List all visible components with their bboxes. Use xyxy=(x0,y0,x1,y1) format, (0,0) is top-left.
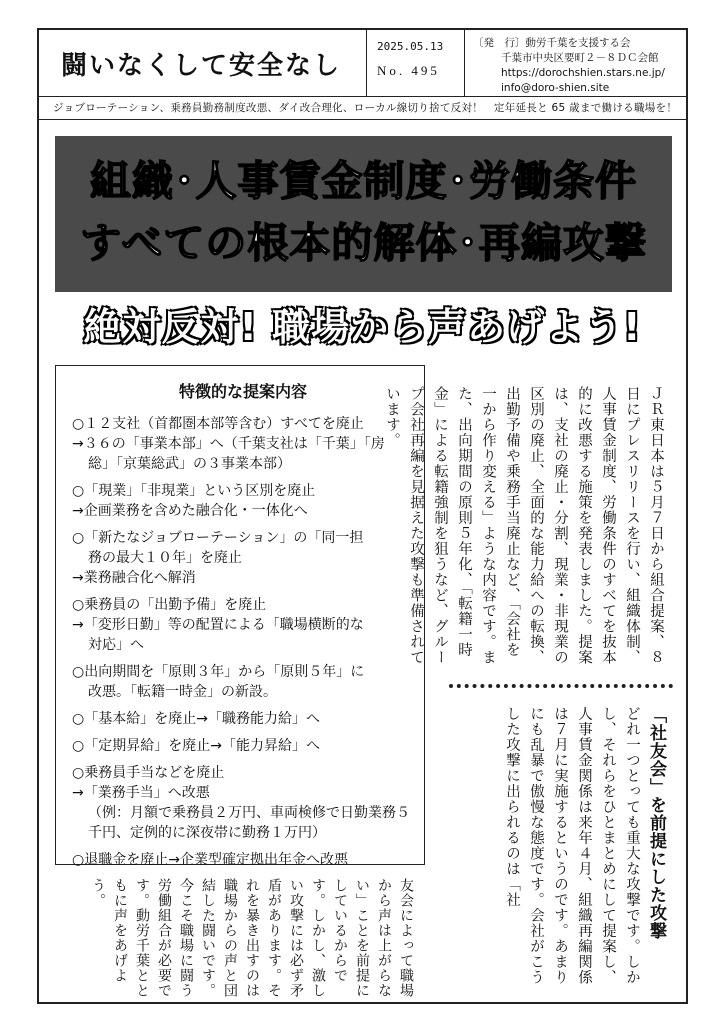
proposal-item xyxy=(72,414,414,474)
proposal-main: ○「定期昇給」を廃止→「能力昇給」へ xyxy=(72,738,320,754)
proposal-sub2: 総」「京葉総武」の３事業本部） xyxy=(88,456,291,472)
headline-line-2: すべての根本的解体･再編攻撃 xyxy=(80,219,647,267)
proposal-item xyxy=(72,662,414,702)
masthead xyxy=(39,30,686,97)
article-lower-left-column: 友会によって職場から声は上がらない」ことを前提にしているからです。しかし、激しい攻撃には必ず矛盾があります。それを暴き出すのは職場からの声と団結した闘いです。今こそ職場に闘う労働組合が必要です。動労千葉とともに声をあげよう。 xyxy=(90,878,414,998)
publisher-email[interactable]: info@doro-shien.site xyxy=(501,82,610,94)
proposal-box xyxy=(55,365,425,868)
headline-line-1: 組織･人事賃金制度･労働条件 xyxy=(90,157,637,205)
proposal-main: ○「現業」「非現業」という区別を廃止 xyxy=(72,483,316,499)
proposal-sub2: （例：月額で乗務員２万円、車両検修で日勤業務５千円、定例的に深夜帯に勤務１万円） xyxy=(88,805,410,841)
proposal-sub: →業務融合化へ解消 xyxy=(72,570,196,586)
proposal-main: ○「新たなジョブローテーション」の「同一担 xyxy=(72,530,364,546)
proposal-main: ○退職金を廃止→企業型確定拠出年金へ改悪 xyxy=(72,852,348,868)
proposal-main: ○「基本給」を廃止→「職務能力給」へ xyxy=(72,711,320,727)
proposal-sub: →企画業務を含めた融合化・一体化へ xyxy=(72,503,308,519)
issue-number: No. 495 xyxy=(377,63,440,78)
proposal-item xyxy=(72,850,414,870)
proposal-item xyxy=(72,736,414,756)
proposal-item xyxy=(72,481,414,521)
issue-date: 2025.05.13 xyxy=(377,40,444,53)
proposal-sub: →「変形日勤」等の配置による「職場横断的な xyxy=(72,617,364,633)
proposal-item xyxy=(72,763,414,843)
proposal-sub2: 務の最大１０年」を廃止 xyxy=(88,550,242,566)
proposal-item xyxy=(72,528,414,588)
proposal-sub: →３６の「事業本部」へ（千葉支社は「千葉」「房 xyxy=(72,436,385,452)
proposal-main: ○乗務員の「出勤予備」を廃止 xyxy=(72,597,267,613)
proposal-item xyxy=(72,595,414,655)
article-lower-right-column xyxy=(443,706,668,996)
proposal-main: ○乗務員手当などを廃止 xyxy=(72,765,225,781)
headline-banner xyxy=(55,136,672,292)
proposal-sub: 改悪。「転籍一時金」の新設。 xyxy=(88,684,277,700)
column-divider xyxy=(449,684,673,692)
newsletter-page xyxy=(37,28,688,1004)
publisher-url[interactable]: https://dorochshien.stars.ne.jp/ xyxy=(501,67,665,79)
proposal-main: ○１２支社（首都圏本部等含む）すべてを廃止 xyxy=(72,416,364,432)
article-upper-column: ＪＲ東日本は５月７日から組合提案、８日にプレスリリースを行い、組織体制、人事賃金制度、労働条件のすべてを抜本的に改悪する施策を発表しました。提案は、支社の廃止・分割、現業・非現業の区別の廃止、全面的な能力給への転換、出勤予備や乗務手当廃止など、「会社を一から作り変える」ような内容です。また、出向期間の原則５年化、「転籍一時金」による転籍強制を狙うなど、グループ会社再編を見据えた攻撃も準備されています。 xyxy=(384,386,664,665)
proposal-sub: →「業務手当」へ改悪 xyxy=(72,785,210,801)
article-lower-right-text: どれ一つとっても重大な攻撃です。しかし、それらをひとまとめにして提案し、人事賃金関係は来年４月、組織再編関係は７月に実施するというのです。あまりにも乱暴で傲慢な態度です。会社がこうした攻撃に出られるのは「社 xyxy=(504,706,640,985)
publisher-label: 〔発 行〕動労千葉を支援する会 xyxy=(473,37,631,49)
proposal-item xyxy=(72,709,414,729)
subheadline: 絶対反対! 職場から声あげよう! xyxy=(83,305,642,349)
issue-info xyxy=(367,30,465,96)
proposal-sub2: 対応」へ xyxy=(88,637,144,653)
slogan-bar: ジョブローテーション、乗務員勤務制度改悪、ダイ改合理化、ローカル線切り捨て反対！ 定年延長と 65 歳まで働ける職場を！ xyxy=(39,96,686,120)
proposal-main: ○出向期間を「原則３年」から「原則５年」に xyxy=(72,664,365,680)
proposal-box-title: 特徴的な提案内容 xyxy=(178,382,307,401)
publisher-address: 千葉市中央区要町２－８ＤＣ会館 xyxy=(501,52,659,64)
article-subtitle: 「社友会」を前提にした攻撃 xyxy=(646,706,666,940)
publisher-info xyxy=(473,36,685,96)
newsletter-title: 闘いなくして安全なし xyxy=(39,30,367,96)
